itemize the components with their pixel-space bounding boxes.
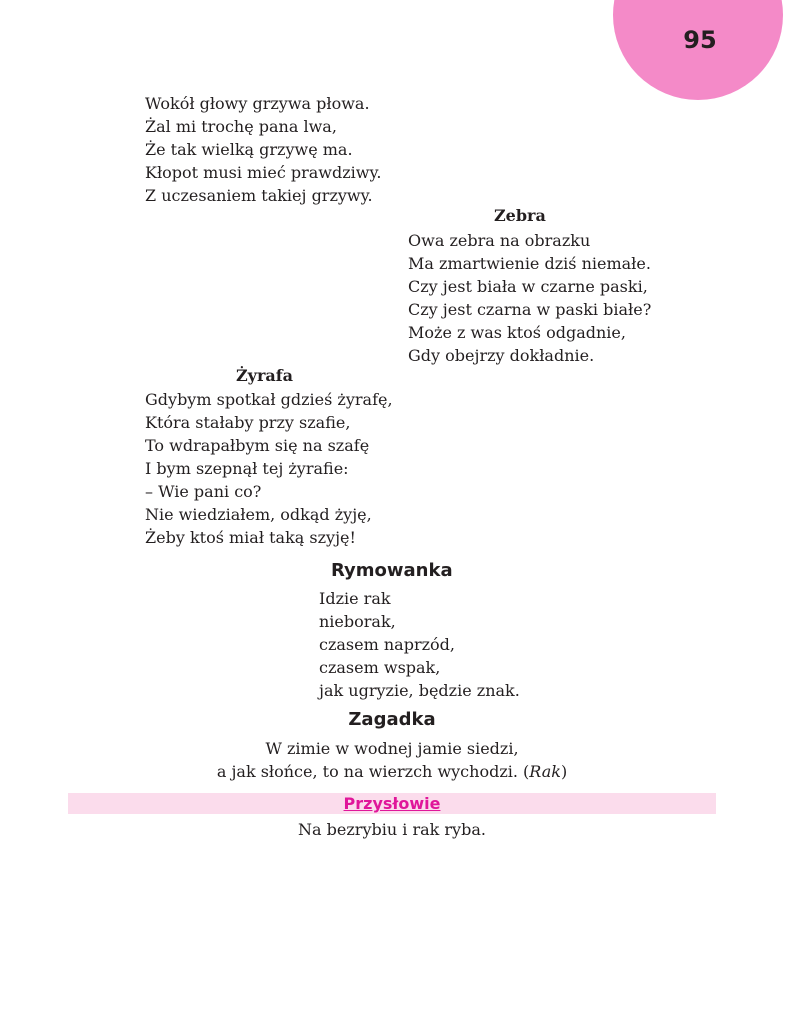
giraffe-title: Żyrafa <box>236 366 294 385</box>
riddle-line-end: ) <box>560 762 568 781</box>
poem-line: I bym szepnął tej żyrafie: <box>145 459 349 478</box>
poem-line: – Wie pani co? <box>145 482 262 501</box>
poem-line: Gdybym spotkał gdzieś żyrafę, <box>145 390 393 409</box>
poem-line: czasem wspak, <box>319 658 441 677</box>
poem-line: Owa zebra na obrazku <box>408 231 591 250</box>
poem-line: nieborak, <box>319 612 396 631</box>
poem-line: Ma zmartwienie dziś niemałe. <box>408 254 651 273</box>
riddle-line-text: a jak słońce, to na wierzch wychodzi. ( <box>216 762 530 781</box>
poem-line: Nie wiedziałem, odkąd żyję, <box>145 505 372 524</box>
page-number: 95 <box>683 26 717 54</box>
giraffe-stanza <box>145 388 393 549</box>
poem-line: Żeby ktoś miał taką szyję! <box>145 528 356 547</box>
riddle-answer: Rak <box>529 762 561 781</box>
poem-line: Z uczesaniem takiej grzywy. <box>145 186 373 205</box>
riddle-line: W zimie w wodnej jamie siedzi, <box>265 739 519 758</box>
rhyme-stanza <box>319 587 520 702</box>
riddle-title: Zagadka <box>348 709 436 730</box>
poem-line: Że tak wielką grzywę ma. <box>145 140 353 159</box>
poem-line: Wokół głowy grzywa płowa. <box>145 94 370 113</box>
poem-line: Gdy obejrzy dokładnie. <box>408 346 595 365</box>
poem-line: czasem naprzód, <box>319 635 455 654</box>
poem-line: Czy jest czarna w paski białe? <box>408 300 652 319</box>
poem-line: Żal mi trochę pana lwa, <box>145 117 337 136</box>
riddle-line <box>68 760 716 783</box>
poem-line: Kłopot musi mieć prawdziwy. <box>145 163 382 182</box>
zebra-stanza <box>408 229 651 367</box>
proverb-text: Na bezrybiu i rak ryba. <box>298 820 486 839</box>
rhyme-title: Rymowanka <box>331 560 453 581</box>
proverb-title: Przysłowie <box>343 794 441 813</box>
poem-line: Która stałaby przy szafie, <box>145 413 351 432</box>
poem-line: To wdrapałbym się na szafę <box>145 436 370 455</box>
poem-line: Może z was ktoś odgadnie, <box>408 323 626 342</box>
poem-line: Idzie rak <box>319 589 391 608</box>
poem-line: Czy jest biała w czarne paski, <box>408 277 648 296</box>
riddle-text <box>68 737 716 783</box>
poem-line: jak ugryzie, będzie znak. <box>319 681 520 700</box>
zebra-title: Zebra <box>494 206 546 225</box>
lion-stanza <box>145 92 381 207</box>
